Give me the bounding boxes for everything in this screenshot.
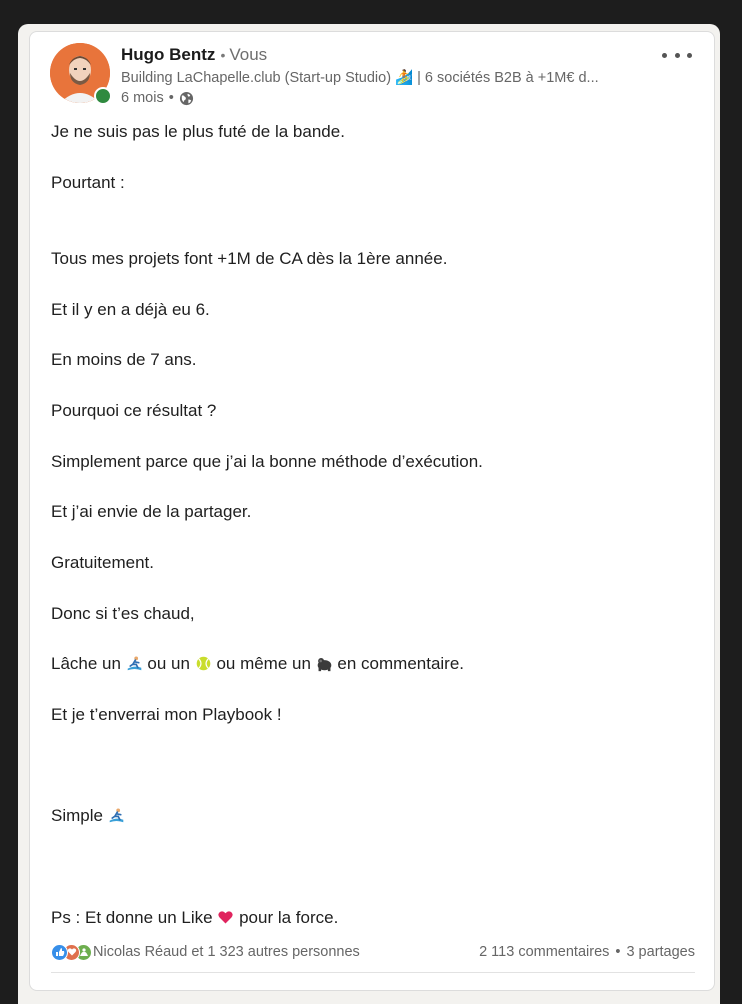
post-card [29,31,715,991]
social-counts [51,940,695,964]
author-name[interactable]: Hugo Bentz [121,45,216,64]
tennis-ball-emoji [195,655,212,672]
p11-part-d: en commentaire. [337,654,465,673]
engagement-counts [479,944,695,960]
more-dot [687,53,692,58]
like-reaction-icon [51,944,68,961]
p11-part-b: ou un [147,654,190,673]
paragraph-12: Et je t’enverrai mon Playbook ! [51,705,282,724]
counts-separator: • [615,944,621,960]
reactions-summary[interactable] [51,944,360,961]
author-avatar[interactable] [50,43,112,105]
author-line [121,45,267,65]
paragraph-6: Pourquoi ce résultat ? [51,401,217,420]
p14-part-a: Ps : Et donne un Like [51,908,213,927]
gorilla-emoji [316,655,333,672]
p14-part-b: pour la force. [239,908,339,927]
paragraph-10: Donc si t’es chaud, [51,604,195,623]
paragraph-1: Je ne suis pas le plus futé de la bande. [51,122,345,141]
name-separator: • [220,47,226,63]
reaction-icons [51,944,87,961]
paragraph-14 [51,906,338,930]
reactions-text: Nicolas Réaud et 1 323 autres personnes [93,944,360,960]
paragraph-2: Pourtant : [51,173,125,192]
online-presence-dot [94,87,112,105]
divider [51,972,695,973]
relation-label: Vous [229,45,268,64]
more-dot [675,53,680,58]
red-heart-emoji [217,909,234,926]
more-options-button[interactable] [662,48,692,62]
paragraph-11 [51,652,464,676]
paragraph-5: En moins de 7 ans. [51,350,197,369]
more-horizontal-icon [662,53,667,58]
meta-separator: • [168,90,174,106]
paragraph-7: Simplement parce que j’ai la bonne méthode d’exécution. [51,452,483,471]
surfer-emoji [126,655,143,672]
paragraph-9: Gratuitement. [51,553,154,572]
globe-icon [179,91,194,106]
paragraph-4: Et il y en a déjà eu 6. [51,300,210,319]
p13-text: Simple [51,806,103,825]
post-meta [121,90,194,106]
post-age[interactable]: 6 mois [121,90,164,106]
p11-part-c: ou même un [216,654,311,673]
paragraph-13 [51,804,125,828]
comments-count[interactable]: 2 113 commentaires [479,944,610,960]
author-headline: Building LaChapelle.club (Start-up Studio) 🏄 | 6 sociétés B2B à +1M€ d... [121,70,599,86]
paragraph-8: Et j’ai envie de la partager. [51,502,252,521]
shares-count[interactable]: 3 partages [626,944,695,960]
surfer-emoji [108,807,125,824]
paragraph-3: Tous mes projets font +1M de CA dès la 1ère année. [51,249,448,268]
p11-part-a: Lâche un [51,654,121,673]
